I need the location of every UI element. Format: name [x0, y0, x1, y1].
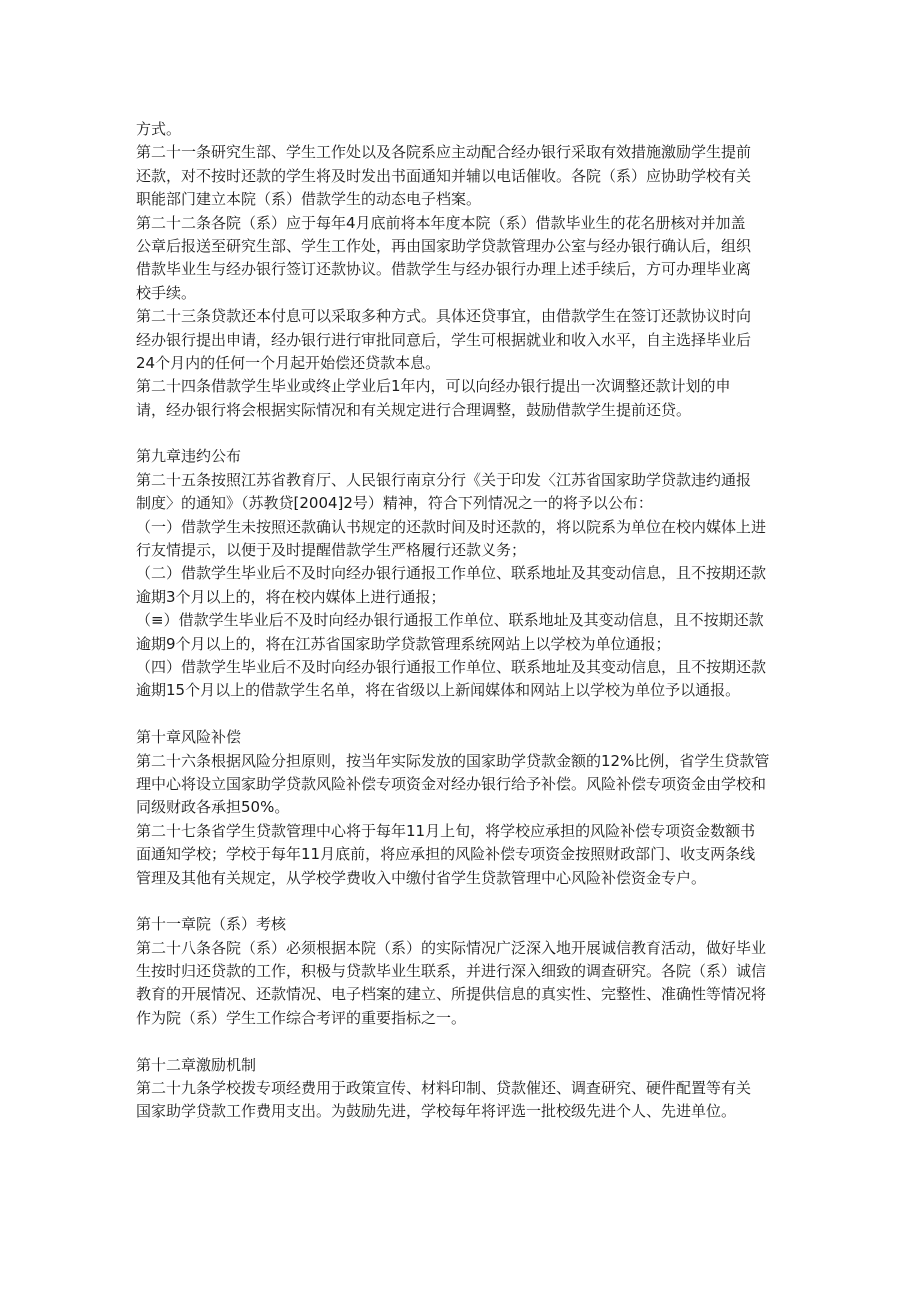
text-line: （四）借款学生毕业后不及时向经办银行通报工作单位、联系地址及其变动信息，且不按期还款 — [136, 657, 767, 676]
document-page — [136, 118, 796, 1124]
text-line: 第九章违约公布 — [136, 447, 242, 466]
text-line: 面通知学校；学校于每年11月底前，将应承担的风险补偿专项资金按照财政部门、收支两条线 — [136, 845, 756, 864]
text-line: 逾期9个月以上的，将在江苏省国家助学贷款管理系统网站上以学校为单位通报； — [136, 634, 671, 653]
text-line: 校手续。 — [136, 283, 197, 302]
blank-line — [136, 703, 796, 726]
text-line: 国家助学贷款工作费用支出。为鼓励先进，学校每年将评选一批校级先进个人、先进单位。 — [136, 1102, 737, 1121]
blank-line — [136, 890, 796, 913]
text-line: 第二十九条学校拨专项经费用于政策宣传、材料印制、贷款催还、调查研究、硬件配置等有关 — [136, 1079, 752, 1098]
text-line: 经办银行提出申请，经办银行进行审批同意后，学生可根据就业和收入水平，自主选择毕业后 — [136, 330, 752, 349]
text-line: 制度〉的通知》（苏教贷[2004]2号）精神，符合下列情况之一的将予以公布： — [136, 494, 653, 513]
text-line: 第二十八条各院（系）必须根据本院（系）的实际情况广泛深入地开展诚信教育活动，做好毕业 — [136, 938, 767, 957]
text-line: 逾期15个月以上的借款学生名单，将在省级以上新闻媒体和网站上以学校为单位予以通报。 — [136, 681, 741, 700]
text-line: （一）借款学生未按照还款确认书规定的还款时间及时还款的，将以院系为单位在校内媒体上进 — [136, 517, 767, 536]
text-line: 还款，对不按时还款的学生将及时发出书面通知并辅以电话催收。各院（系）应协助学校有关 — [136, 166, 752, 185]
text-line: 第二十四条借款学生毕业或终止学业后1年内，可以向经办银行提出一次调整还款计划的申 — [136, 377, 731, 396]
text-line: 管理及其他有关规定，从学校学费收入中缴付省学生贷款管理中心风险补偿资金专户。 — [136, 868, 707, 887]
text-line: 第十章风险补偿 — [136, 728, 242, 747]
text-line: （二）借款学生毕业后不及时向经办银行通报工作单位、联系地址及其变动信息，且不按期还款 — [136, 564, 767, 583]
text-line: 第二十六条根据风险分担原则，按当年实际发放的国家助学贷款金额的12%比例，省学生贷款管 — [136, 751, 770, 770]
text-line: 请，经办银行将会根据实际情况和有关规定进行合理调整，鼓励借款学生提前还贷。 — [136, 400, 692, 419]
text-line: 同级财政各承担50%。 — [136, 798, 290, 817]
text-line: 第二十五条按照江苏省教育厅、人民银行南京分行《关于印发〈江苏省国家助学贷款违约通报 — [136, 470, 752, 489]
text-line: 24个月内的任何一个月起开始偿还贷款本息。 — [136, 353, 441, 372]
text-line: 理中心将设立国家助学贷款风险补偿专项资金对经办银行给予补偿。风险补偿专项资金由学校和 — [136, 774, 767, 793]
text-line: 第十一章院（系）考核 — [136, 915, 287, 934]
text-line: 教育的开展情况、还款情况、电子档案的建立、所提供信息的真实性、完整性、准确性等情况将 — [136, 985, 767, 1004]
text-line: （≡）借款学生毕业后不及时向经办银行通报工作单位、联系地址及其变动信息，且不按期还款 — [136, 611, 764, 630]
blank-line — [136, 1030, 796, 1053]
text-line: 生按时归还贷款的工作，积极与贷款毕业生联系，并进行深入细致的调查研究。各院（系）诚信 — [136, 962, 767, 981]
text-line: 借款毕业生与经办银行签订还款协议。借款学生与经办银行办理上述手续后，方可办理毕业离 — [136, 260, 752, 279]
text-line: 行友情提示，以便于及时提醒借款学生严格履行还款义务； — [136, 541, 527, 560]
text-line: 第十二章激励机制 — [136, 1055, 257, 1074]
text-line: 作为院（系）学生工作综合考评的重要指标之一。 — [136, 1008, 467, 1027]
text-line: 公章后报送至研究生部、学生工作处，再由国家助学贷款管理办公室与经办银行确认后，组织 — [136, 236, 752, 255]
text-line: 第二十七条省学生贷款管理中心将于每年11月上旬，将学校应承担的风险补偿专项资金数额书 — [136, 821, 756, 840]
text-line: 职能部门建立本院（系）借款学生的动态电子档案。 — [136, 190, 482, 209]
blank-line — [136, 422, 796, 445]
text-line: 第二十二条各院（系）应于每年4月底前将本年度本院（系）借款毕业生的花名册核对并加盖 — [136, 213, 746, 232]
text-line: 逾期3个月以上的，将在校内媒体上进行通报； — [136, 587, 446, 606]
text-line: 第二十三条贷款还本付息可以采取多种方式。具体还贷事宜，由借款学生在签订还款协议时向 — [136, 307, 752, 326]
text-line: 第二十一条研究生部、学生工作处以及各院系应主动配合经办银行采取有效措施激励学生提前 — [136, 143, 752, 162]
text-line: 方式。 — [136, 120, 182, 138]
